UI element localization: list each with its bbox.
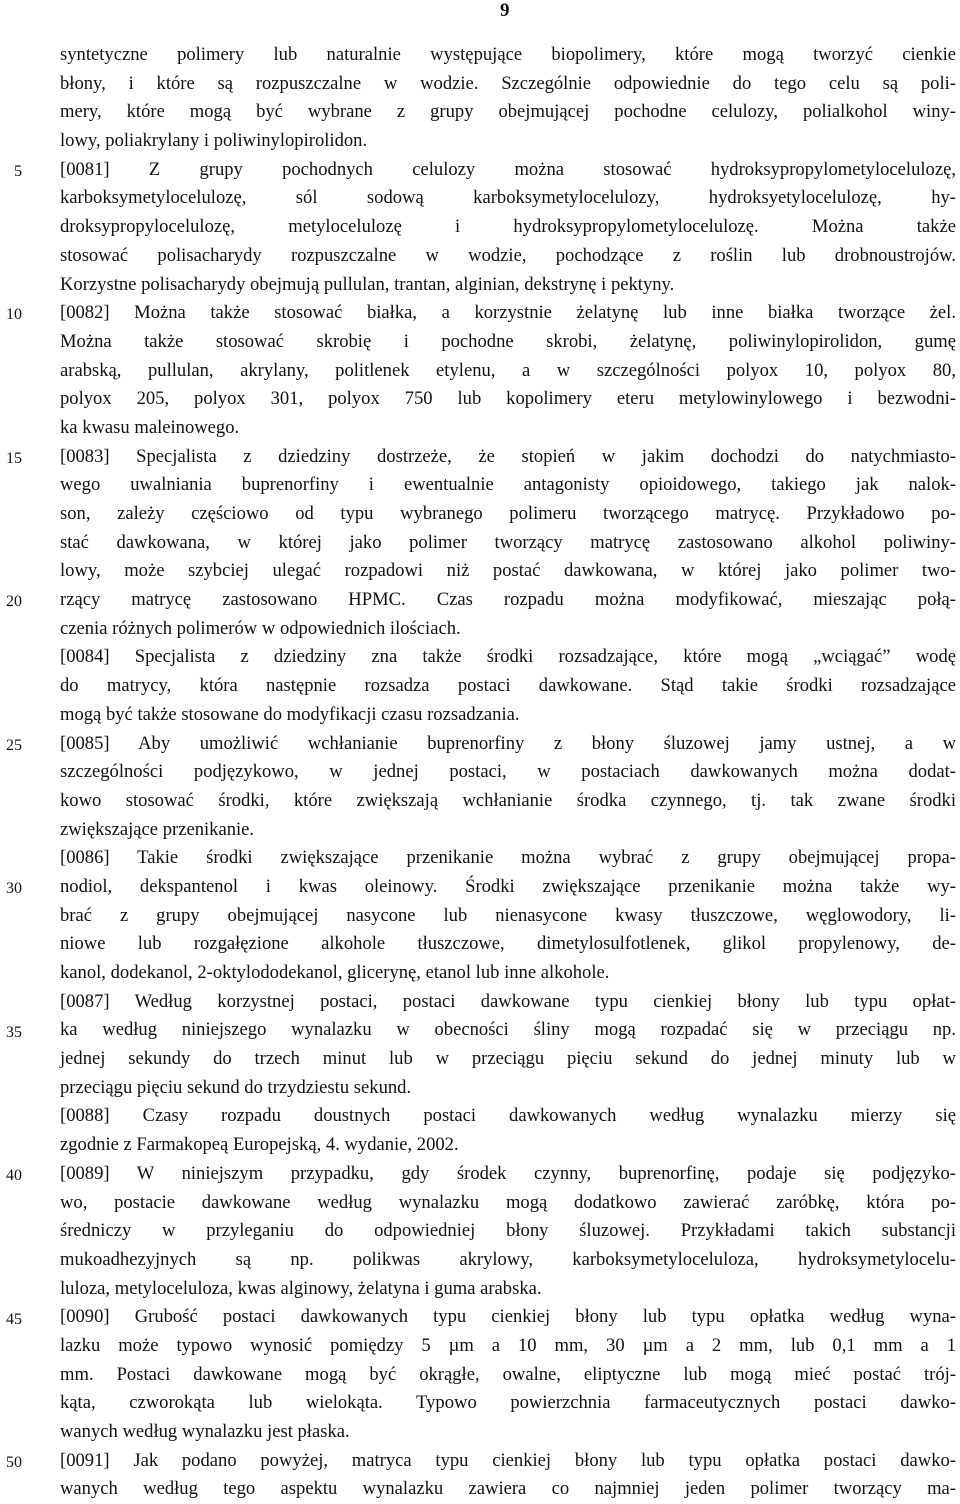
text-line: brać z grupy obejmującej nasycone lub nienasycone kwasy tłuszczowe, węglowodory, li- [60, 904, 956, 926]
text-line: kowo stosować środki, które zwiększają wchłanianie środka czynnego, tj. tak zwane środki [60, 789, 956, 811]
text-line: kanol, dodekanol, 2-oktylododekanol, glicerynę, etanol lub inne alkohole. [60, 962, 610, 983]
line-number: 35 [6, 1024, 22, 1041]
text-line: ka według niniejszego wynalazku w obecności śliny mogą rozpadać się w przeciągu np. [60, 1019, 956, 1041]
text-line: jednej sekundy do trzech minut lub w przeciągu pięciu sekund do jednej minuty lub w [60, 1048, 956, 1070]
text-line: Można także stosować skrobię i pochodne skrobi, żelatynę, poliwinylopirolidon, gumę [60, 330, 956, 352]
text-line: polyox 205, polyox 301, polyox 750 lub kopolimery eteru metylowinylowego i bezwodni- [60, 388, 956, 410]
text-line: mukoadhezyjnych są np. polikwas akrylowy, karboksymetyloceluloza, hydroksymetylocelu- [60, 1248, 956, 1270]
text-line: droksypropylocelulozę, metylocelulozę i hydroksypropylometylocelulozę. Można także [60, 216, 956, 238]
line-number-gutter [0, 0, 40, 1487]
text-line: zwiększające przenikanie. [60, 818, 255, 840]
text-line: do matrycy, która następnie rozsadza postaci dawkowane. Stąd takie środki rozsadzające [60, 675, 956, 697]
text-line: syntetyczne polimery lub naturalnie występujące biopolimery, które mogą tworzyć cienkie [60, 44, 956, 65]
document-body [60, 41, 956, 1504]
text-line: [0091] Jak podano powyżej, matryca typu cienkiej błony lub typu opłatka postaci dawko- [60, 1449, 956, 1471]
text-line: mery, które mogą być wybrane z grupy obejmującej pochodne celulozy, polialkohol winy- [60, 101, 956, 123]
text-line: [0084] Specjalista z dziedziny zna także środki rozsadzające, które mogą „wciągać” wodę [60, 646, 956, 668]
text-line: [0090] Grubość postaci dawkowanych typu cienkiej błony lub typu opłatka według wyna- [60, 1306, 956, 1328]
line-number: 10 [6, 306, 22, 323]
text-line: [0088] Czasy rozpadu doustnych postaci dawkowanych według wynalazku mierzy się [60, 1105, 956, 1127]
text-line: [0086] Takie środki zwiększające przenikanie można wybrać z grupy obejmującej propa- [60, 847, 956, 869]
text-line: stać dawkowana, w której jako polimer tworzący matrycę zastosowano alkohol poliwiny- [60, 531, 956, 553]
text-line: stosować polisacharydy rozpuszczalne w wodzie, pochodzące z roślin lub drobnoustrojów. [60, 244, 956, 266]
text-line: wanych według wynalazku jest płaska. [60, 1421, 350, 1442]
text-line: przeciągu pięciu sekund do trzydziestu sekund. [60, 1076, 412, 1098]
text-line: czenia różnych polimerów w odpowiednich ilościach. [60, 617, 461, 639]
text-line: błony, i które są rozpuszczalne w wodzie. Szczególnie odpowiednie do tego celu są poli- [60, 72, 956, 94]
text-line: rzący matrycę zastosowano HPMC. Czas rozpadu można modyfikować, mieszając połą- [60, 589, 956, 611]
line-number: 40 [6, 1167, 22, 1184]
text-line: zgodnie z Farmakopeą Europejską, 4. wydanie, 2002. [60, 1134, 459, 1156]
text-line: [0085] Aby umożliwić wchłanianie buprenorfiny z błony śluzowej jamy ustnej, a w [60, 732, 956, 754]
text-line: [0082] Można także stosować białka, a korzystnie żelatynę lub inne białka tworzące żel. [60, 302, 956, 324]
text-line: lowy, może szybciej ulegać rozpadowi niż postać dawkowana, w której jako polimer two- [60, 560, 956, 582]
text-line: mm. Postaci dawkowane mogą być okrągłe, owalne, eliptyczne lub mogą mieć postać trój- [60, 1363, 956, 1385]
text-line: średniczy w przyleganiu do odpowiedniej błony śluzowej. Przykładami takich substancji [60, 1220, 956, 1242]
text-line: arabską, pullulan, akrylany, politlenek etylenu, a w szczególności polyox 10, polyox 80, [60, 359, 956, 381]
text-line: luloza, metyloceluloza, kwas alginowy, żelatyna i guma arabska. [60, 1277, 542, 1299]
text-line: Korzystne polisacharydy obejmują pullulan, trantan, alginian, dekstrynę i pektyny. [60, 273, 675, 295]
text-line: ka kwasu maleinowego. [60, 416, 240, 438]
line-number: 5 [14, 163, 22, 180]
text-line: lowy, poliakrylany i poliwinylopirolidon. [60, 130, 368, 152]
text-line: [0081] Z grupy pochodnych celulozy można stosować hydroksypropylometylocelulozę, [60, 158, 956, 180]
text-line: szczególności podjęzykowo, w jednej postaci, w postaciach dawkowanych można dodat- [60, 761, 956, 783]
text-line: [0089] W niniejszym przypadku, gdy środek czynny, buprenorfinę, podaje się podjęzyko- [60, 1162, 956, 1184]
text-line: [0087] Według korzystnej postaci, postaci dawkowane typu cienkiej błony lub typu opłat- [60, 990, 956, 1012]
text-line: nodiol, dekspantenol i kwas oleinowy. Środki zwiększające przenikanie można także wy- [60, 875, 956, 897]
text-line: wo, postacie dawkowane według wynalazku mogą dodatkowo zawierać zaróbkę, która po- [60, 1191, 956, 1213]
text-line: wego uwalniania buprenorfiny i ewentualnie antagonisty opioidowego, takiego jak nalok- [60, 474, 956, 496]
text-line: kąta, czworokąta lub wielokąta. Typowo powierzchnia farmaceutycznych postaci dawko- [60, 1392, 956, 1414]
text-line: [0083] Specjalista z dziedziny dostrzeże, że stopień w jakim dochodzi do natychmiasto- [60, 445, 956, 467]
page-number: 9 [500, 0, 510, 21]
line-number: 25 [6, 737, 22, 754]
text-line: wanych według tego aspektu wynalazku zawiera co najmniej jeden polimer tworzący ma- [60, 1478, 956, 1500]
line-number: 30 [6, 880, 22, 897]
line-number: 15 [6, 450, 22, 467]
text-line: karboksymetylocelulozę, sól sodową karboksymetylocelulozy, hydroksyetylocelulozę, hy- [60, 187, 956, 209]
text-line: lazku może typowo wynosić pomiędzy 5 µm a 10 mm, 30 µm a 2 mm, lub 0,1 mm a 1 [60, 1334, 956, 1356]
text-line: niowe lub rozgałęzione alkohole tłuszczowe, dimetylosulfotlenek, glikol propylenowy, de- [60, 933, 956, 955]
text-line: mogą być także stosowane do modyfikacji czasu rozsadzania. [60, 703, 520, 725]
text-line: son, zależy częściowo od typu wybranego polimeru tworzącego matrycę. Przykładowo po- [60, 503, 956, 524]
line-number: 45 [6, 1311, 22, 1328]
line-number: 20 [6, 593, 22, 610]
line-number: 50 [6, 1454, 22, 1471]
